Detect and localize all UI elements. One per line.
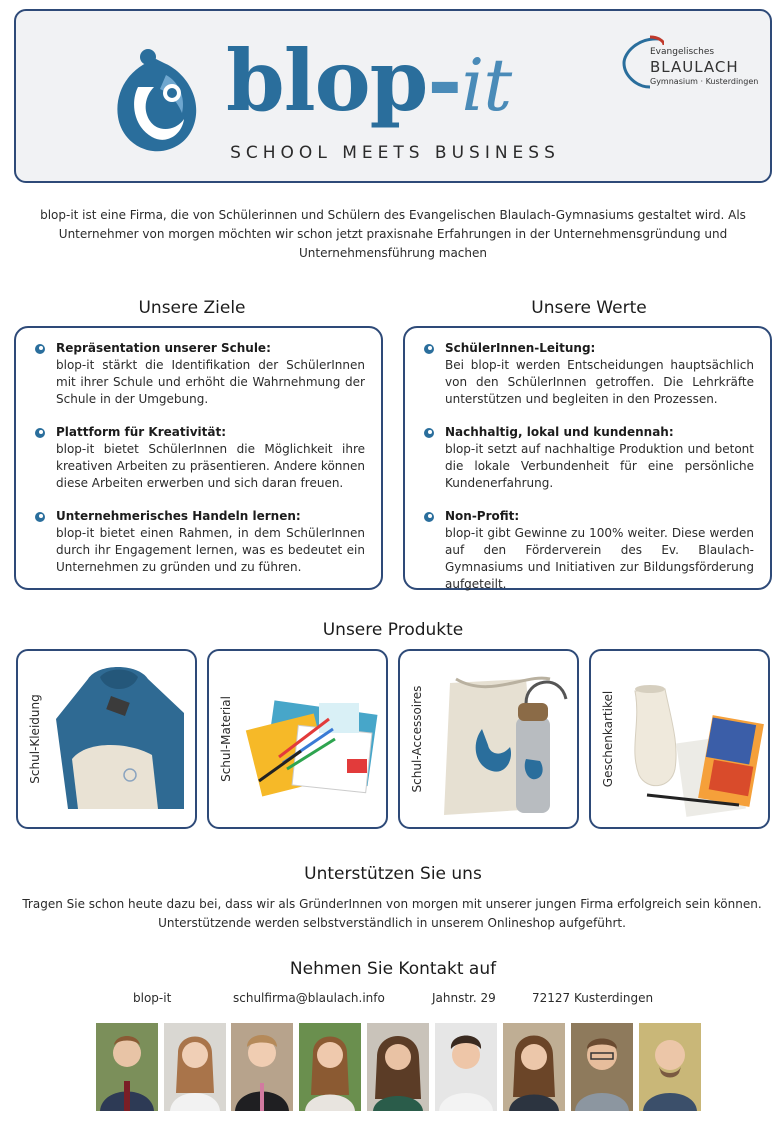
product-label: Schul-Kleidung <box>28 694 42 784</box>
ziele-box <box>14 326 383 590</box>
blop-bullet-icon <box>423 426 435 438</box>
product-label: Geschenkartikel <box>601 690 615 788</box>
ziele-item-title: Repräsentation unserer Schule: <box>56 341 271 355</box>
blop-logo-icon <box>108 47 204 159</box>
ziele-heading: Unsere Ziele <box>138 298 246 318</box>
team-member-photo <box>503 1023 565 1111</box>
ziele-item-text: blop-it stärkt die Identifikation der SchülerInnen mit ihrer Schule und erhöht die Wahrnehmung der Schule in der Umgebung. <box>56 358 365 406</box>
school-logo <box>620 31 766 91</box>
stationery-image-icon <box>239 659 383 821</box>
ziele-item-text: blop-it bietet SchülerInnen die Möglichkeit ihre kreativen Arbeiten zu präsentieren. Andere können diese Arbeiten erwerben und sich daran freuen. <box>56 442 365 490</box>
contact-email-link[interactable]: schulfirma@blaulach.info <box>233 991 385 1005</box>
contact-street: Jahnstr. 29 <box>432 991 496 1005</box>
product-card-accessoires[interactable] <box>398 649 579 829</box>
werte-heading: Unsere Werte <box>531 298 647 318</box>
bag-bottle-image-icon <box>430 659 574 821</box>
brand-it: it <box>461 43 512 127</box>
product-label: Schul-Material <box>219 696 233 782</box>
team-member-photo <box>639 1023 701 1111</box>
team-member-photo <box>435 1023 497 1111</box>
werte-item-title: Non-Profit: <box>445 509 520 523</box>
blop-bullet-icon <box>34 342 46 354</box>
ziele-item-title: Plattform für Kreativität: <box>56 425 227 439</box>
blop-bullet-icon <box>34 510 46 522</box>
tagline: SCHOOL MEETS BUSINESS <box>230 143 560 163</box>
brand-wordmark <box>226 31 512 130</box>
product-card-material[interactable] <box>207 649 388 829</box>
blop-bullet-icon <box>423 342 435 354</box>
blop-bullet-icon <box>34 426 46 438</box>
werte-item-title: Nachhaltig, lokal und kundennah: <box>445 425 674 439</box>
team-member-photo <box>367 1023 429 1111</box>
werte-item <box>423 340 754 408</box>
werte-item-text: blop-it gibt Gewinne zu 100% weiter. Diese werden auf den Förderverein des Ev. Blaulach-Gymnasiums und Initiativen zur Bildungsförderung aufgeteilt. <box>445 526 754 591</box>
brand-dash: - <box>427 31 462 130</box>
ziele-item-text: blop-it bietet einen Rahmen, in dem SchülerInnen durch ihr Engagement lernen, was es bedeutet ein Unternehmen zu gründen und zu führen. <box>56 526 365 574</box>
school-subtitle: Gymnasium · Kusterdingen <box>650 77 759 86</box>
contact-heading: Nehmen Sie Kontakt auf <box>289 959 497 979</box>
contact-name: blop-it <box>133 991 172 1005</box>
ziele-item <box>34 340 365 408</box>
werte-item-text: blop-it setzt auf nachhaltige Produktion und betont die lokale Verbundenheit für eine persönliche Kundenerfahrung. <box>445 442 754 490</box>
header-banner <box>14 9 772 183</box>
brand-main: blop <box>226 31 428 130</box>
support-heading: Unterstützen Sie uns <box>304 864 482 884</box>
contact-city: 72127 Kusterdingen <box>532 991 654 1005</box>
blop-bullet-icon <box>423 510 435 522</box>
vase-cards-image-icon <box>621 659 765 821</box>
team-member-photo <box>231 1023 293 1111</box>
ziele-item <box>34 424 365 492</box>
werte-item <box>423 424 754 492</box>
hoodie-image-icon <box>48 659 192 821</box>
product-label: Schul-Accessoires <box>410 685 424 793</box>
ziele-item-title: Unternehmerisches Handeln lernen: <box>56 509 301 523</box>
support-text: Tragen Sie schon heute dazu bei, dass wir als GründerInnen von morgen mit unserer jungen Firma erfolgreich sein können. Unterstützende werden selbstverständlich in unserem Onlineshop aufgeführt. <box>22 897 762 930</box>
werte-box <box>403 326 772 590</box>
team-member-photo <box>571 1023 633 1111</box>
school-name: BLAULACH <box>650 58 739 76</box>
school-small-label: Evangelisches <box>650 47 715 57</box>
team-member-photo <box>164 1023 226 1111</box>
team-member-photo <box>96 1023 158 1111</box>
ziele-item <box>34 508 365 576</box>
werte-item-text: Bei blop-it werden Entscheidungen hauptsächlich von den SchülerInnen getroffen. Die Lehrkräfte unterstützen und begleiten in den Prozessen. <box>445 358 754 406</box>
produkte-heading: Unsere Produkte <box>322 620 464 640</box>
intro-text: blop-it ist eine Firma, die von Schülerinnen und Schülern des Evangelischen Blaulach-Gymnasiums gestaltet wird. Als Unternehmer von morgen möchten wir schon jetzt praxisnahe Erfahrungen in der Unternehmensgründung und Unternehmensführung machen <box>40 208 746 260</box>
werte-item-title: SchülerInnen-Leitung: <box>445 341 596 355</box>
product-card-geschenkartikel[interactable] <box>589 649 770 829</box>
product-card-kleidung[interactable] <box>16 649 197 829</box>
team-member-photo <box>299 1023 361 1111</box>
werte-item <box>423 508 754 593</box>
